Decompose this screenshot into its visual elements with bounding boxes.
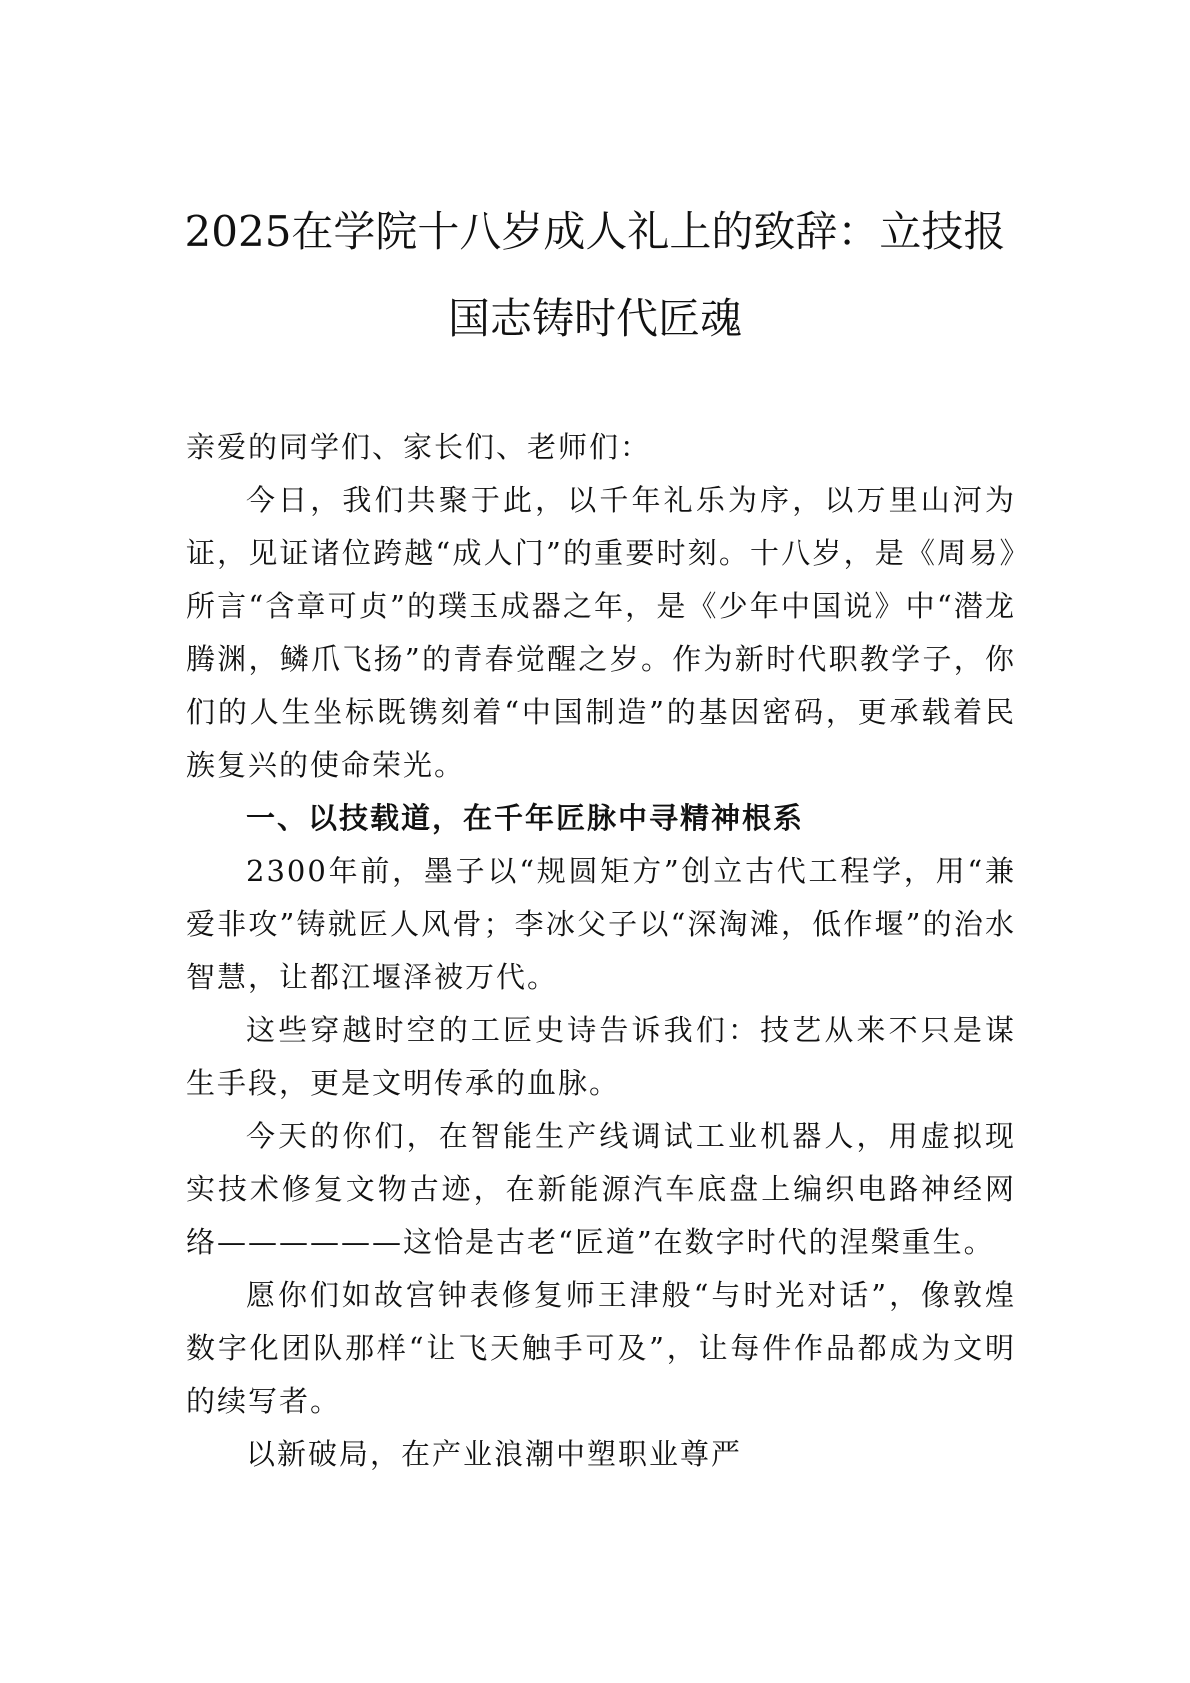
section-heading-2: 以新破局，在产业浪潮中塑职业尊严 (246, 1437, 743, 1471)
document-body (186, 421, 1016, 1481)
page-title: 2025在学院十八岁成人礼上的致辞：立技报国志铸时代匠魂 (184, 207, 1006, 343)
paragraph-heritage: 这些穿越时空的工匠史诗告诉我们：技艺从来不只是谋生手段，更是文明传承的血脉。 (186, 1013, 1016, 1100)
section-heading-1: 一、以技载道，在千年匠脉中寻精神根系 (246, 801, 805, 835)
paragraph-today: 今天的你们，在智能生产线调试工业机器人，用虚拟现实技术修复文物古迹，在新能源汽车底盘上编织电路神经网络——————这恰是古老“匠道”在数字时代的涅槃重生。 (186, 1119, 1016, 1259)
paragraph-history: 2300年前，墨子以“规圆矩方”创立古代工程学，用“兼爱非攻”铸就匠人风骨；李冰父子以“深淘滩，低作堰”的治水智慧，让都江堰泽被万代。 (186, 854, 1016, 994)
paragraph-wish: 愿你们如故宫钟表修复师王津般“与时光对话”，像敦煌数字化团队那样“让飞天触手可及”，让每件作品都成为文明的续写者。 (186, 1278, 1016, 1418)
paragraph-opening: 今日，我们共聚于此，以千年礼乐为序，以万里山河为证，见证诸位跨越“成人门”的重要时刻。十八岁，是《周易》所言“含章可贞”的璞玉成器之年，是《少年中国说》中“潜龙腾渊，鳞爪飞扬”的青春觉醒之岁。作为新时代职教学子，你们的人生坐标既镌刻着“中国制造”的基因密码，更承载着民族复兴的使命荣光。 (186, 483, 1016, 782)
salutation: 亲爱的同学们、家长们、老师们： (186, 430, 652, 464)
